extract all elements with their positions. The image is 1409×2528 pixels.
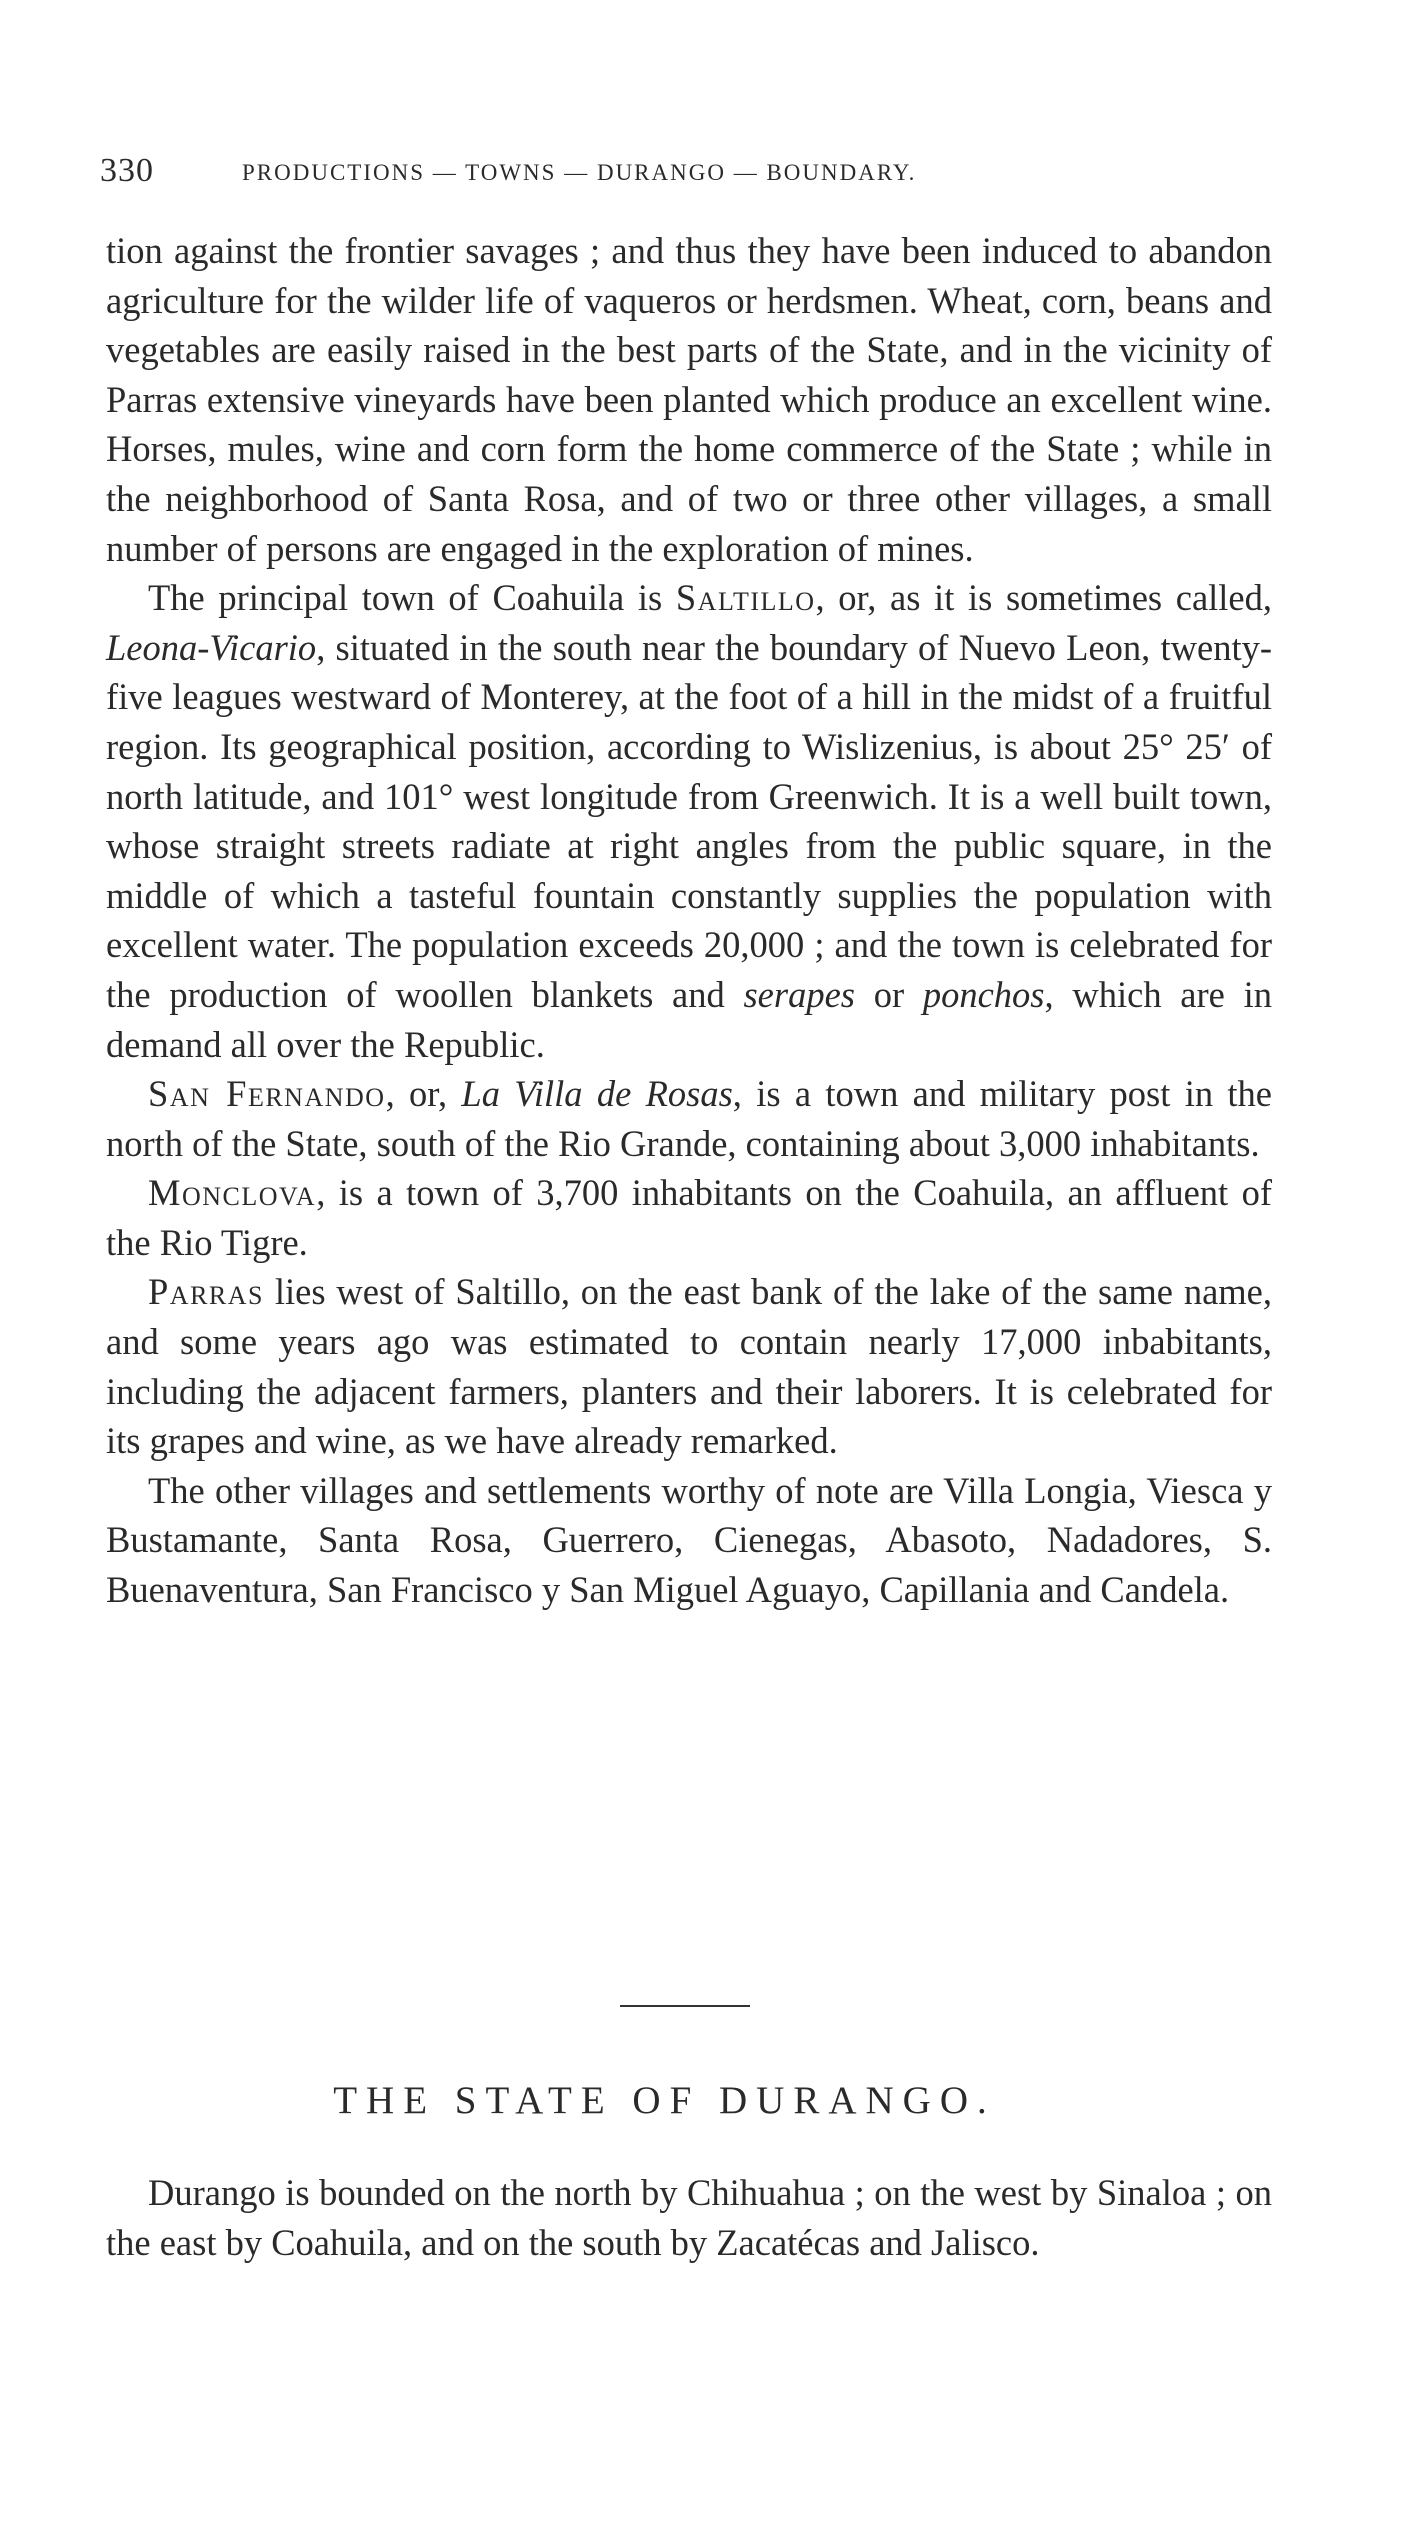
place-name-parras: Parras (148, 1271, 264, 1313)
paragraph-frontier: tion against the frontier savages ; and thus they have been induced to abandon agriculture for the wilder life of vaqueros or herdsmen. Wheat, corn, beans and vegetables are easily raised in the best parts of the State, and in the vicinity of Parras extensive vineyards have been planted which produce an excellent wine. Horses, mules, wine and corn form the home commerce of the State ; while in the neighborhood of Santa Rosa, and of two or three other villages, a small number of persons are engaged in the exploration of mines. (106, 230, 1272, 569)
running-title: PRODUCTIONS — TOWNS — DURANGO — BOUNDARY. (242, 160, 917, 185)
durango-section-body (106, 2168, 1272, 2267)
page-number: 330 (100, 152, 154, 189)
place-name-monclova: Monclova (148, 1172, 317, 1214)
place-name-saltillo: Saltillo (675, 577, 816, 619)
text-run: , is a town of 3,700 inhabitants on the Coahuila, an affluent of the Rio Tigre. (106, 1172, 1272, 1263)
body-text (106, 226, 1272, 1615)
place-name-la-villa-de-rosas: La Villa de Rosas (461, 1073, 733, 1115)
text-run: , or, (385, 1073, 462, 1115)
text-run: , which are in demand all over the Republic. (106, 973, 1272, 1065)
text-run: or (854, 973, 923, 1015)
place-name-leona-vicario: Leona-Vicario (106, 626, 317, 668)
paragraph-monclova (106, 1168, 1272, 1267)
paragraph-parras (106, 1267, 1272, 1465)
paragraph-san-fernando (106, 1069, 1272, 1168)
term-serapes: serapes (743, 973, 855, 1015)
section-title-text: THE STATE OF DURANGO. (333, 2079, 996, 2122)
paragraph-saltillo (106, 573, 1272, 1069)
place-name-san-fernando: San Fernando (148, 1073, 386, 1115)
text-run: , or, as it is sometimes called, (815, 577, 1272, 619)
section-divider (620, 2005, 750, 2007)
text-run: The principal town of Coahuila is (148, 577, 676, 619)
text-run: lies west of Saltillo, on the east bank of the lake of the same name, and some years ago was estimated to contain nearly 17,000 inbabitants, including the adjacent farmers, planters and their laborers. It is celebrated for its grapes and wine, as we have already remarked. (106, 1271, 1272, 1462)
paragraph-durango-bounds: Durango is bounded on the north by Chihuahua ; on the west by Sinaloa ; on the east by Coahuila, and on the south by Zacatécas and Jalisco. (106, 2172, 1272, 2263)
term-ponchos: ponchos (922, 973, 1045, 1015)
running-head (100, 152, 1250, 196)
section-title (0, 2078, 1409, 2123)
text-run: , situated in the south near the boundary of Nuevo Leon, twenty-five leagues westward of Monterey, at the foot of a hill in the midst of a fruitful region. Its geographical position, according to Wislizenius, is about 25° 25′ of north latitude, and 101° west longitude from Greenwich. It is a well built town, whose straight streets radiate at right angles from the public square, in the middle of which a tasteful fountain constantly supplies the population with excellent water. The population exceeds 20,000 ; and the town is celebrated for the production of woollen blankets and (106, 626, 1272, 1015)
text-run: , is a town and military post in the north of the State, south of the Rio Grande, containing about 3,000 inhabitants. (106, 1073, 1272, 1164)
paragraph-other-villages: The other villages and settlements worthy of note are Villa Longia, Viesca y Bustamante, Santa Rosa, Guerrero, Cienegas, Abasoto, Nadadores, S. Buenaventura, San Francisco y San Miguel Aguayo, Capillania and Candela. (106, 1469, 1272, 1611)
